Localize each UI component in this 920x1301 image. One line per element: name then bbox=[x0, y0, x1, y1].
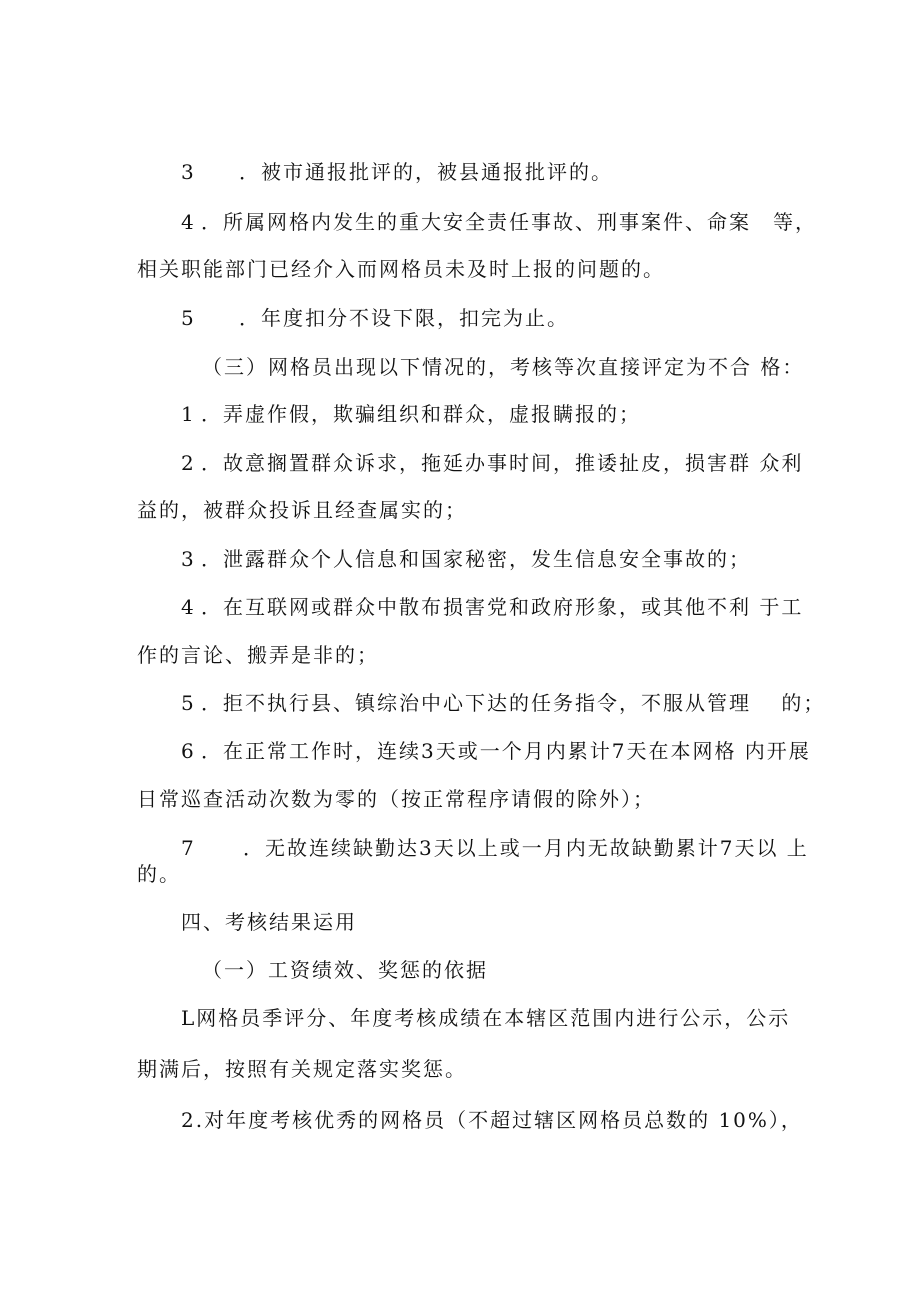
item-3-line bbox=[181, 160, 613, 184]
item-number: 2 bbox=[181, 451, 196, 475]
disqualify-item-7-continuation: 的。 bbox=[137, 862, 181, 886]
item-text: ．无故连续缺勤达3天以上或一月内无故缺勤累计7天以 上 bbox=[243, 836, 809, 860]
item-4-continuation: 相关职能部门已经介入而网格员未及时上报的问题的。 bbox=[137, 257, 665, 281]
item-text: ．拒不执行县、镇综治中心下达的任务指令，不服从管理 的； bbox=[201, 691, 826, 715]
result-item-1: L网格员季评分、年度考核成绩在本辖区范围内进行公示，公示 bbox=[181, 1006, 791, 1030]
item-number: 3 bbox=[181, 160, 196, 184]
section-heading-4: 四、考核结果运用 bbox=[181, 910, 357, 934]
item-number: 1 bbox=[181, 402, 196, 426]
item-number: 5 bbox=[181, 306, 196, 330]
disqualify-item-6 bbox=[181, 739, 811, 763]
item-number: 7 bbox=[181, 836, 196, 860]
disqualify-item-4 bbox=[181, 595, 803, 619]
item-text: ．故意搁置群众诉求，拖延办事时间，推诿扯皮，损害群 众利 bbox=[201, 451, 804, 475]
item-text: ．弄虚作假，欺骗组织和群众，虚报瞒报的； bbox=[201, 402, 641, 426]
item-number: 3 bbox=[181, 547, 196, 571]
item-text: ．在互联网或群众中散布损害党和政府形象，或其他不利 于工 bbox=[201, 595, 804, 619]
item-4-line bbox=[181, 210, 817, 234]
subsection-heading-1: （一）工资绩效、奖惩的依据 bbox=[202, 958, 488, 982]
disqualify-item-3 bbox=[181, 547, 751, 571]
item-number: 5 bbox=[181, 691, 196, 715]
item-5-line bbox=[181, 306, 569, 330]
item-text: ．被市通报批评的，被县通报批评的。 bbox=[239, 160, 613, 184]
item-text: ．所属网格内发生的重大安全责任事故、刑事案件、命案 等， bbox=[201, 210, 817, 234]
disqualify-item-4-continuation: 作的言论、搬弄是非的； bbox=[137, 643, 379, 667]
section-heading-3: （三）网格员出现以下情况的，考核等次直接评定为不合 格： bbox=[202, 355, 805, 379]
disqualify-item-2 bbox=[181, 451, 803, 475]
item-number: 4 bbox=[181, 210, 196, 234]
disqualify-item-6-continuation: 日常巡查活动次数为零的（按正常程序请假的除外）； bbox=[137, 787, 655, 811]
item-text: ．泄露群众个人信息和国家秘密，发生信息安全事故的； bbox=[201, 547, 751, 571]
item-text: ．年度扣分不设下限，扣完为止。 bbox=[239, 306, 569, 330]
disqualify-item-5 bbox=[181, 691, 825, 715]
item-text: ．在正常工作时，连续3天或一个月内累计7天在本网格 内开展 bbox=[201, 739, 811, 763]
item-number: 6 bbox=[181, 739, 196, 763]
result-item-2: 2.对年度考核优秀的网格员（不超过辖区网格员总数的 10%）， bbox=[181, 1108, 803, 1132]
disqualify-item-2-continuation: 益的，被群众投诉且经查属实的； bbox=[137, 498, 467, 522]
disqualify-item-1 bbox=[181, 402, 641, 426]
result-item-1-continuation: 期满后，按照有关规定落实奖惩。 bbox=[137, 1057, 467, 1081]
disqualify-item-7 bbox=[181, 836, 809, 860]
item-number: 4 bbox=[181, 595, 196, 619]
